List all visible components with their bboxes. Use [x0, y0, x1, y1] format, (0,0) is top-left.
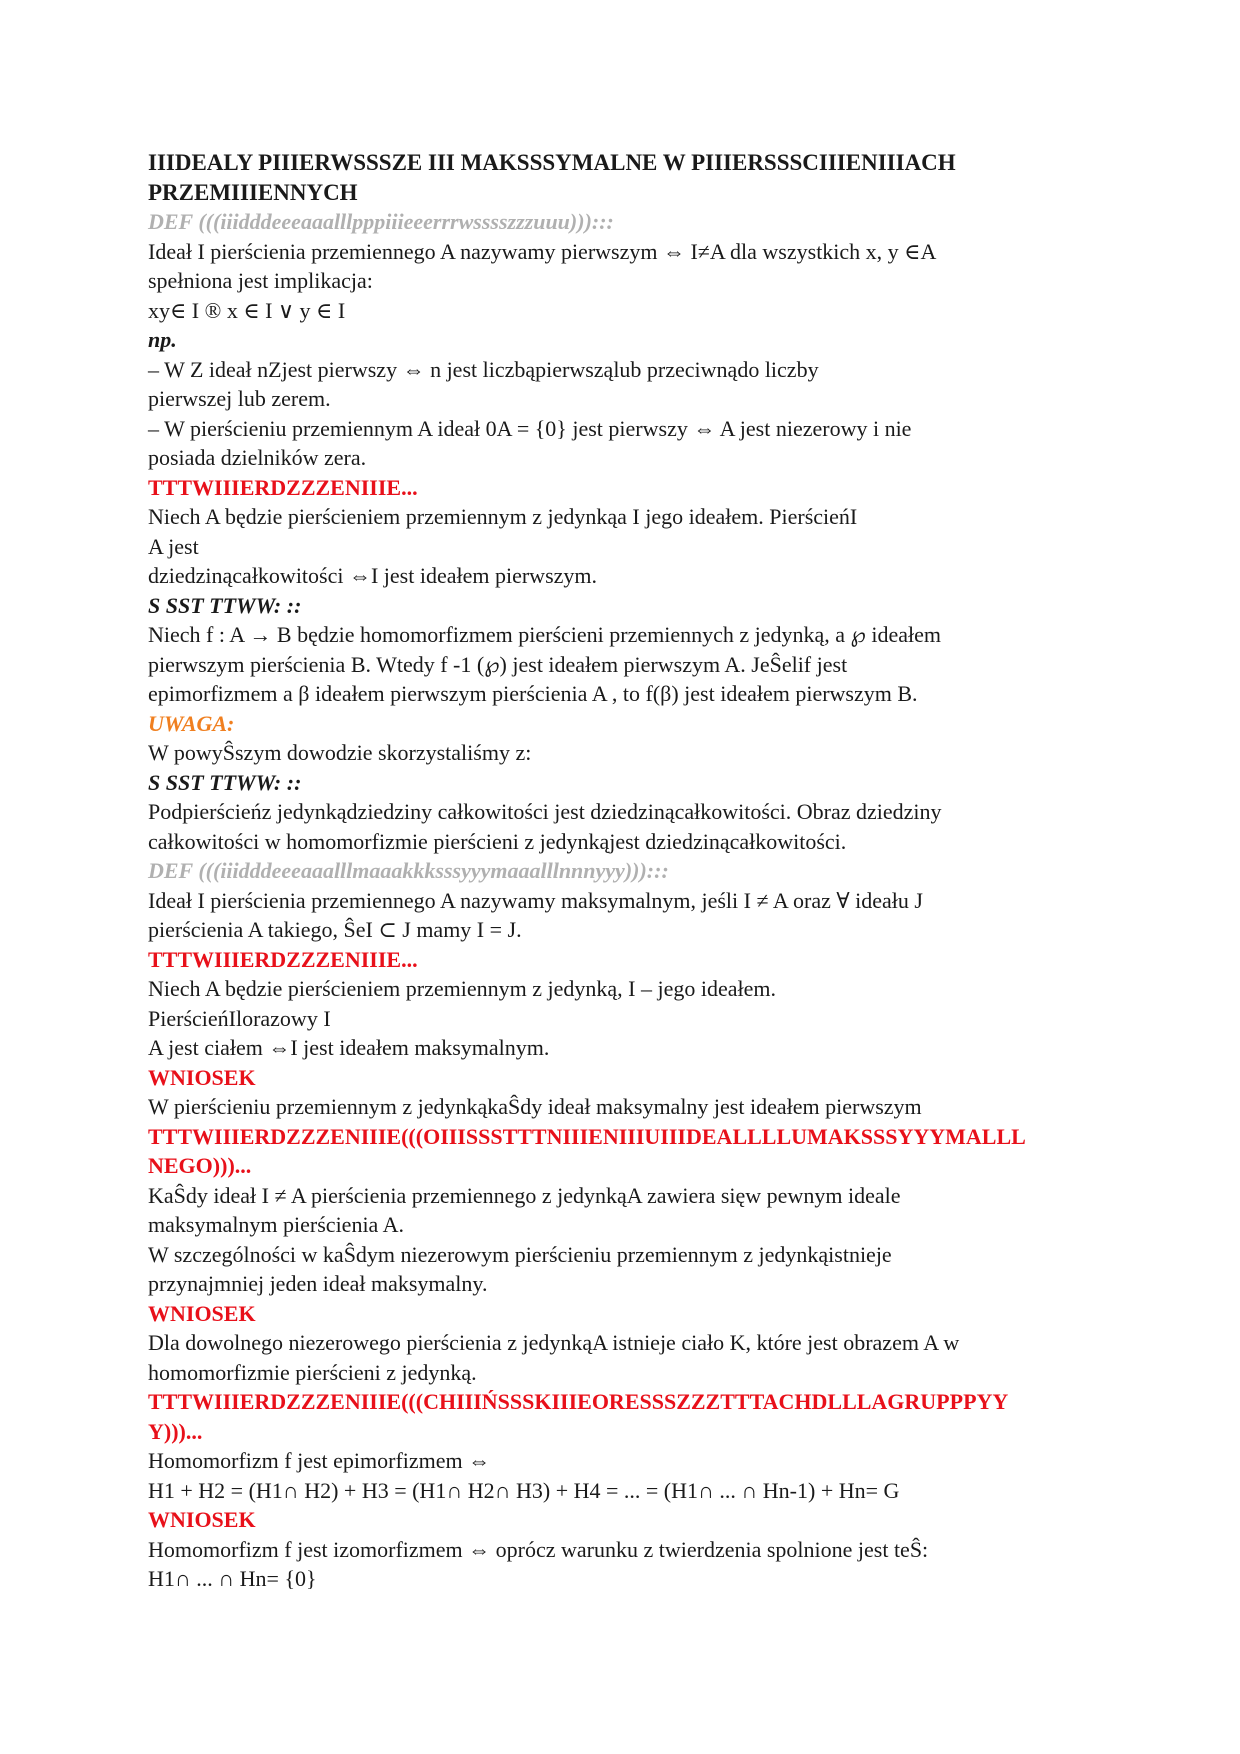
body-text-line: A jest ciałem ⇔I jest ideałem maksymalnym. [148, 1035, 550, 1060]
document-page [148, 148, 1098, 1594]
section-heading: Y)))... [148, 1418, 203, 1444]
body-text-line: Homomorfizm f jest izomorfizmem ⇔ oprócz warunku z twierdzenia spolnione jest teŜ: [148, 1536, 929, 1562]
section-heading: DEF (((iiidddeeeaaalllmaaakkksssyyymaaalllnnnyyy)))::: [148, 858, 669, 883]
document-title-line-2: PRZEMIIIENNYCH [148, 179, 358, 205]
body-text-line: spełniona jest implikacja: [148, 268, 373, 293]
section-heading: S SST TTWW: :: [148, 592, 302, 618]
body-text-line: epimorfizmem a β ideałem pierwszym pierścienia A , to f(β) jest ideałem pierwszym B. [148, 681, 918, 706]
body-text-line: xy∈ I ® x ∈ I ∨ y ∈ I [148, 297, 346, 323]
section-heading: DEF (((iiidddeeeaaalllpppiiieeerrrwsssszzzuuu)))::: [148, 209, 614, 234]
section-heading: WNIOSEK [148, 1300, 256, 1326]
body-text-line: KaŜdy ideał I ≠ A pierścienia przemiennego z jedynkąA zawiera sięw pewnym ideale [148, 1182, 901, 1208]
section-heading: WNIOSEK [148, 1064, 256, 1090]
body-text-line: H1∩ ... ∩ Hn= {0} [148, 1566, 317, 1591]
body-text-line: A jest [148, 533, 199, 559]
body-text-line: W powyŜszym dowodzie skorzystaliśmy z: [148, 740, 532, 765]
body-text-line: Podpierścieńz jedynkądziedziny całkowitości jest dziedzinącałkowitości. Obraz dziedziny [148, 799, 942, 824]
body-text-line: Niech A będzie pierścieniem przemiennym z jedynkąa I jego ideałem. PierścieńI [148, 504, 858, 529]
section-heading: NEGO)))... [148, 1153, 252, 1178]
body-text-line: PierścieńIlorazowy I [148, 1005, 331, 1031]
body-text-line: Niech A będzie pierścieniem przemiennym z jedynką, I – jego ideałem. [148, 976, 776, 1001]
body-text-line: dziedzinącałkowitości ⇔I jest ideałem pierwszym. [148, 563, 598, 588]
body-text-line: W pierścieniu przemiennym z jedynkąkaŜdy ideał maksymalny jest ideałem pierwszym [148, 1094, 922, 1119]
body-text-line: – W pierścieniu przemiennym A ideał 0A = {0} jest pierwszy ⇔ A jest niezerowy i nie [148, 415, 912, 441]
section-heading: TTTWIIIERDZZZENIIIE(((OIIISSSTTTNIIIENIIIUIIIDEALLLLUMAKSSSYYYMALLL [148, 1123, 1026, 1149]
section-heading: UWAGA: [148, 710, 235, 736]
body-text-line: przynajmniej jeden ideał maksymalny. [148, 1271, 488, 1296]
section-heading: TTTWIIIERDZZZENIIIE... [148, 946, 418, 972]
body-text-line: pierwszej lub zerem. [148, 386, 331, 411]
document-body [148, 207, 1098, 1594]
body-text-line: posiada dzielników zera. [148, 445, 367, 470]
section-heading: S SST TTWW: :: [148, 769, 302, 795]
body-text-line: Niech f : A → B będzie homomorfizmem pierścieni przemiennych z jedynką, a ℘ ideałem [148, 622, 942, 647]
section-heading: np. [148, 327, 177, 352]
body-text-line: H1 + H2 = (H1∩ H2) + H3 = (H1∩ H2∩ H3) + H4 = ... = (H1∩ ... ∩ Hn-1) + Hn= G [148, 1477, 900, 1503]
body-text-line: pierwszym pierścienia B. Wtedy f -1 (℘) jest ideałem pierwszym A. JeŜelif jest [148, 651, 848, 677]
body-text-line: – W Z ideał nZjest pierwszy ⇔ n jest liczbąpierwsząlub przeciwnądo liczby [148, 356, 819, 382]
body-text-line: całkowitości w homomorfizmie pierścieni z jedynkąjest dziedzinącałkowitości. [148, 828, 847, 854]
body-text-line: homomorfizmie pierścieni z jedynką. [148, 1359, 477, 1385]
body-text-line: W szczególności w kaŜdym niezerowym pierścieniu przemiennym z jedynkąistnieje [148, 1241, 892, 1267]
section-heading: WNIOSEK [148, 1507, 256, 1532]
body-text-line: Ideał I pierścienia przemiennego A nazywamy pierwszym ⇔ I≠A dla wszystkich x, y ∈A [148, 238, 937, 264]
section-heading: TTTWIIIERDZZZENIIIE... [148, 474, 418, 500]
body-text-line: Ideał I pierścienia przemiennego A nazywamy maksymalnym, jeśli I ≠ A oraz ∀ ideału J [148, 887, 923, 913]
body-text-line: maksymalnym pierścienia A. [148, 1212, 404, 1237]
body-text-line: Homomorfizm f jest epimorfizmem ⇔ [148, 1448, 491, 1473]
document-title-line-1: IIIDEALY PIIIERWSSSZE III MAKSSSYMALNE W PIIIERSSSCIIIENIIIACH [148, 150, 956, 175]
body-text-line: Dla dowolnego niezerowego pierścienia z jedynkąA istnieje ciało K, które jest obrazem A w [148, 1330, 960, 1355]
body-text-line: pierścienia A takiego, ŜeI ⊂ J mamy I = J. [148, 917, 522, 942]
section-heading: TTTWIIIERDZZZENIIIE(((CHIIIŃSSSKIIIEORESSSZZZTTTACHDLLLAGRUPPPYY [148, 1389, 1009, 1414]
